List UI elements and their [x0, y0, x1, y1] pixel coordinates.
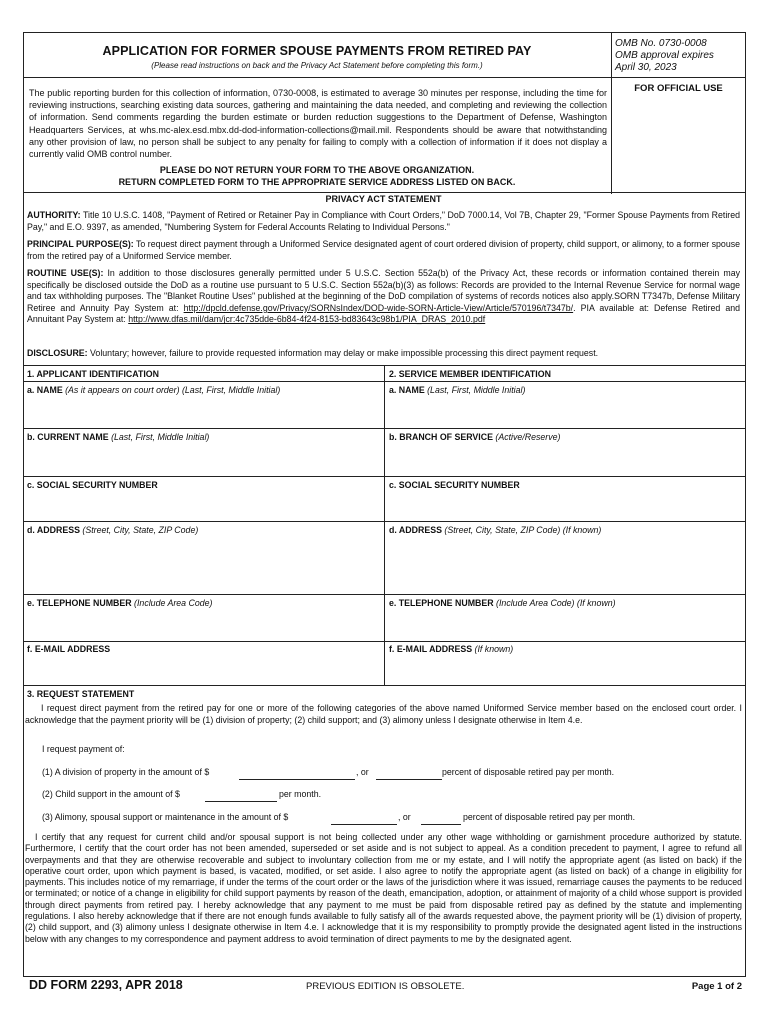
request-of-label: I request payment of: [42, 744, 125, 754]
member-phone-label: e. TELEPHONE NUMBER (Include Area Code) (If known) [389, 598, 616, 608]
purpose-label: PRINCIPAL PURPOSE(S): [27, 239, 134, 249]
omb-info [615, 38, 714, 74]
row-rule-request [23, 685, 745, 686]
item3-label: (3) Alimony, spousal support or maintenance in the amount of $ [42, 812, 289, 822]
item1-label: (1) A division of property in the amount of $ [42, 767, 210, 777]
privacy-top-rule [23, 192, 745, 193]
sorn-link[interactable]: http://dpcld.defense.gov/Privacy/SORNsIndex/DOD-wide-SORN-Article-View/Article/570196/t7347b/ [183, 302, 574, 313]
authority-paragraph [27, 210, 740, 233]
applicant-ssn-input[interactable] [27, 493, 383, 519]
authority-text: Title 10 U.S.C. 1408, "Payment of Retired or Retainer Pay in Compliance with Court Orders," DoD 7000.14, Vol 7B, Chapter 29, "Former Spouse Payments from Retired Pay," and E.O. 9397, as amended, "Numbering System for Federal Accounts Relating to Individual Persons." [27, 210, 740, 232]
obsolete-notice: PREVIOUS EDITION IS OBSOLETE. [306, 981, 465, 992]
disclosure-text: Voluntary; however, failure to provide requested information may delay or make impossible processing this direct payment request. [87, 348, 599, 358]
omb-expires: OMB approval expires [615, 50, 714, 61]
disclosure-paragraph [27, 348, 740, 360]
member-ssn-label: c. SOCIAL SECURITY NUMBER [389, 480, 520, 490]
routine-label: ROUTINE USE(S): [27, 268, 104, 278]
routine-uses-paragraph [27, 268, 740, 326]
member-heading: 2. SERVICE MEMBER IDENTIFICATION [389, 369, 551, 379]
property-percent-line [376, 779, 442, 780]
page-number: Page 1 of 2 [691, 981, 742, 992]
property-percent-input[interactable] [376, 765, 446, 780]
form-title: APPLICATION FOR FORMER SPOUSE PAYMENTS FROM RETIRED PAY [102, 44, 532, 58]
applicant-phone-input[interactable] [27, 611, 383, 639]
authority-label: AUTHORITY: [27, 210, 81, 220]
applicant-address-label: d. ADDRESS (Street, City, State, ZIP Code) [27, 525, 199, 535]
member-phone-input[interactable] [389, 611, 745, 639]
certification-statement: I certify that any request for current child and/or spousal support is not being collected under any other wage withholding or garnishment procedure authorized by statute. Furthermore, I certify that the court order has not been amended, superseded or set aside and is not subject to appeal. As a condition precedent to payment, I agree to refund all overpayments and that they are otherwise recoverable and subject to involuntary collection from me or my estate, and I will notify the appropriate agent (as listed on back) if the operative court order, upon which payment is based, is vacated, modified, or set aside. I also agree to notify the appropriate agent (as listed on back) of a change in eligibility for payments. This includes notice of my remarriage, if under the terms of the court order or the laws of the jurisdiction where it was issued, remarriage causes the payments to be reduced or terminated; or notice of a change in eligibility for child support payments by reason of the death, emancipation, adoption, or attainment of majority of a child whose support is provided through direct payments from retired pay. I hereby acknowledge that any payment to me must be paid from disposable retired pay as defined by the statute and implementing regulations. I also hereby acknowledge that if there are not enough funds available to fully satisfy all of the awards requested above, the payment priority will be (1) division of property, (2) child support, and (3) alimony unless I designate otherwise in Item 4.e. I acknowledge that it is my responsibility to promptly provide the designated agent listed in the instructions below with any changes to my correspondence and payment address to avoid termination of direct payments to me by the designated agent. [25, 832, 742, 944]
purpose-paragraph [27, 239, 740, 262]
member-name-input[interactable] [389, 398, 745, 426]
item1-or: , or [356, 767, 369, 777]
member-ssn-input[interactable] [389, 493, 745, 519]
return-notice-1: PLEASE DO NOT RETURN YOUR FORM TO THE ABOVE ORGANIZATION. [159, 165, 475, 175]
form-subtitle: (Please read instructions on back and the Privacy Act Statement before completing this form.) [151, 61, 483, 70]
omb-number: OMB No. 0730-0008 [615, 38, 707, 49]
alimony-amount-input[interactable] [331, 810, 401, 825]
request-intro: I request direct payment from the retired pay for one or more of the following categories of the above named Uniformed Service member based on the enclosed court order. I acknowledge that the payment priority will be (1) division of property; (2) child support; and (3) alimony unless I designate otherwise in Item 4.e. [25, 703, 742, 725]
alimony-percent-line [421, 824, 461, 825]
burden-statement: The public reporting burden for this collection of information, 0730-0008, is estimated to average 30 minutes per response, including the time for reviewing instructions, searching existing data sources, gathering and maintaining the data needed, and completing and reviewing the collection of information. Send comments regarding the burden estimate or burden reduction suggestions to the Department of Defense, Washington Headquarters Services, at whs.mc-alex.esd.mbx.dd-dod-information-collections@mail.mil. Respondents should be aware that notwithstanding any other provision of law, no person shall be subject to any penalty for failing to comply with a collection of information if it does not display a currently valid OMB control number. [29, 88, 607, 160]
return-notice-2: RETURN COMPLETED FORM TO THE APPROPRIATE SERVICE ADDRESS LISTED ON BACK. [118, 177, 516, 187]
routine-text: In addition to those disclosures generally permitted under 5 U.S.C. Section 552a(b) of the Privacy Act, these records or information contained therein may specifically be disclosed outside the DoD as a routine use pursuant to 5 U.S.C. Section 552a(b)(3) as follows: Records are provided to the Internal Revenue Service for normal wage and tax withholding purposes. The "Blanket Routine Uses" published at the beginning of the DoD compilation of systems of records notices also apply.SORN T7347b, Defense Military Retiree and Annuity Pay System at: [27, 268, 740, 313]
member-name-label: a. NAME (Last, First, Middle Initial) [389, 385, 526, 395]
member-address-input[interactable] [389, 538, 745, 594]
alimony-percent-input[interactable] [421, 810, 465, 825]
child-support-amount-line [205, 801, 277, 802]
omb-date: April 30, 2023 [615, 62, 677, 73]
applicant-heading: 1. APPLICANT IDENTIFICATION [27, 369, 159, 379]
applicant-address-input[interactable] [27, 538, 383, 594]
official-use-label: FOR OFFICIAL USE [634, 83, 723, 94]
item2-per-month: per month. [279, 789, 322, 799]
disclosure-label: DISCLOSURE: [27, 348, 88, 358]
applicant-email-label: f. E-MAIL ADDRESS [27, 644, 111, 654]
title-divider [23, 77, 612, 78]
member-branch-label: b. BRANCH OF SERVICE (Active/Reserve) [389, 432, 561, 442]
item3-percent-text: percent of disposable retired pay per month. [463, 812, 636, 822]
applicant-email-input[interactable] [27, 657, 383, 683]
applicant-name-input[interactable] [27, 398, 383, 426]
header-divider [611, 32, 612, 194]
item1-percent-text: percent of disposable retired pay per month. [442, 767, 615, 777]
item2-label: (2) Child support in the amount of $ [42, 789, 180, 799]
child-support-amount-input[interactable] [205, 787, 281, 802]
form-number: DD FORM 2293, APR 2018 [29, 978, 183, 992]
applicant-phone-label: e. TELEPHONE NUMBER (Include Area Code) [27, 598, 213, 608]
column-divider [384, 365, 385, 685]
routine-mid: . PIA available at: Defense Retired and Annuitant Pay System at: [27, 302, 741, 325]
privacy-act-heading: PRIVACY ACT STATEMENT [325, 194, 442, 204]
member-address-label: d. ADDRESS (Street, City, State, ZIP Code) (If known) [389, 525, 602, 535]
applicant-name-label: a. NAME (As it appears on court order) (Last, First, Middle Initial) [27, 385, 281, 395]
member-email-input[interactable] [389, 657, 745, 683]
member-branch-input[interactable] [389, 445, 745, 473]
property-amount-input[interactable] [239, 765, 359, 780]
applicant-current-name-label: b. CURRENT NAME (Last, First, Middle Initial) [27, 432, 210, 442]
request-heading: 3. REQUEST STATEMENT [27, 689, 135, 699]
member-email-label: f. E-MAIL ADDRESS (If known) [389, 644, 514, 654]
alimony-amount-line [331, 824, 397, 825]
property-amount-line [239, 779, 355, 780]
applicant-ssn-label: c. SOCIAL SECURITY NUMBER [27, 480, 158, 490]
applicant-current-name-input[interactable] [27, 445, 383, 473]
item3-or: , or [398, 812, 411, 822]
omb-divider [611, 77, 745, 78]
purpose-text: To request direct payment through a Uniformed Service designated agent of court ordered division of property, child support, or alimony, to a former spouse from the retired pay of a Uniformed Service member. [27, 239, 740, 261]
pia-link[interactable]: http://www.dfas.mil/dam/jcr:4c735dde-6b84-4f24-8153-bd83643c98b1/PIA_DRAS_2010.pdf [128, 314, 486, 325]
